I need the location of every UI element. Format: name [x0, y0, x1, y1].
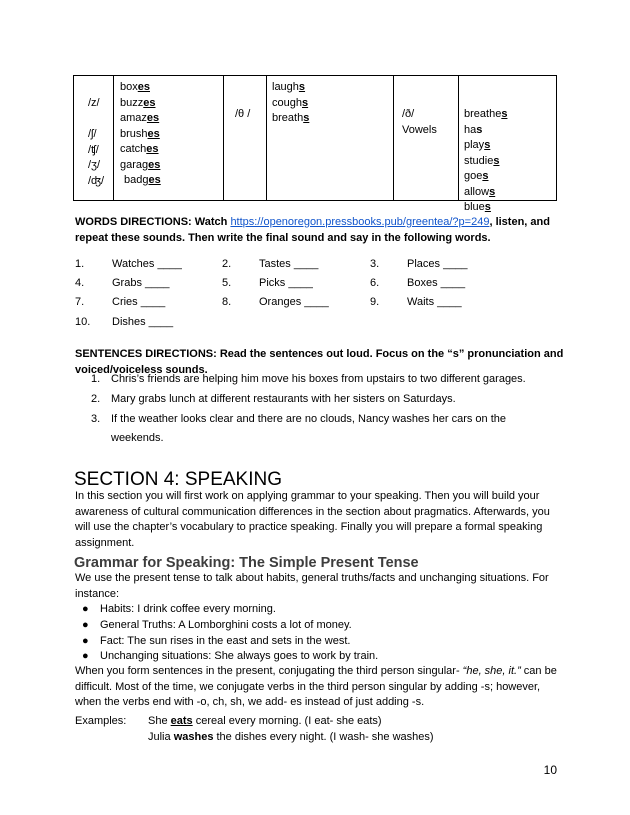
- vowels-label: Vowels: [402, 123, 437, 136]
- bullet-item: ● General Truths: A Lomborghini costs a lot of money.: [82, 618, 352, 631]
- word-item: Cries ____: [112, 296, 166, 308]
- ipa-symbol: /ʤ/: [88, 174, 105, 187]
- word-entry: boxes: [120, 81, 150, 93]
- table-divider: [393, 76, 394, 200]
- ipa-symbol: /ʧ/: [88, 143, 99, 156]
- page-number: 10: [543, 763, 557, 777]
- sentences-list: [91, 370, 561, 448]
- symbol-column: [88, 96, 104, 189]
- word-entry: brushes: [120, 127, 160, 140]
- sentence-item: 1. Chris’s friends are helping him move his boxes from upstairs to two different garages.: [91, 373, 526, 385]
- voiced-word-column: [464, 107, 507, 216]
- table-divider: [223, 76, 224, 200]
- word-entry: amazes: [120, 112, 160, 124]
- bullet-item: ● Habits: I drink coffee every morning.: [82, 603, 276, 615]
- word-item: Grabs ____: [112, 277, 170, 289]
- es-word-column: [120, 80, 161, 189]
- word-item: Oranges ____: [259, 296, 329, 308]
- section-title: SECTION 4: SPEAKING: [74, 469, 282, 490]
- word-item: Dishes ____: [112, 316, 174, 328]
- voiced-column: [402, 107, 437, 138]
- table-divider: [113, 76, 114, 200]
- words-row: 10. Dishes ____: [75, 316, 174, 328]
- word-item: Tastes ____: [259, 258, 319, 270]
- video-link[interactable]: https://openoregon.pressbooks.pub/greentea/?p=249: [230, 216, 490, 228]
- bullet-item: ● Fact: The sun rises in the east and sets in the west.: [82, 634, 351, 647]
- example-sentence: She eats cereal every morning. (I eat- she eats): [148, 715, 382, 727]
- word-entry: catches: [120, 143, 159, 155]
- sentence-item: 2. Mary grabs lunch at different restaurants with her sisters on Saturdays.: [91, 393, 456, 405]
- examples-bullet-list: [80, 602, 550, 665]
- word-entry: breathes: [464, 108, 508, 120]
- word-item: Waits ____: [407, 296, 462, 308]
- example-sentence: Julia washes the dishes every night. (I wash- she washes): [148, 731, 434, 743]
- s-word-column: [272, 80, 309, 127]
- sound-table: [73, 75, 557, 213]
- word-entry: breaths: [272, 112, 310, 124]
- word-entry: has: [464, 123, 483, 136]
- words-row: 7. Cries ____ 8. Oranges ____ 9. Waits ____: [75, 296, 462, 308]
- table-divider: [266, 76, 267, 200]
- third-person-paragraph: When you form sentences in the present, conjugating the third person singular- “he, she, it.” can be difficult. Most of the time, we conjugate verbs in the third person singular by adding -s; however, when the verbs end with -o, ch, sh, we add- es instead of just adding -s.: [75, 665, 557, 708]
- word-item: Places ____: [407, 258, 468, 270]
- word-item: Picks ____: [259, 277, 313, 289]
- ipa-symbol: /ð/: [402, 108, 415, 120]
- word-entry: allows: [464, 185, 496, 198]
- words-row: 1. Watches ____ 2. Tastes ____ 3. Places ____: [75, 258, 468, 270]
- examples-label: Examples:: [75, 715, 127, 727]
- words-directions: WORDS DIRECTIONS: Watch https://openoregon.pressbooks.pub/greentea/?p=249, listen, and repeat these sounds. Then write the final sound and say in the following words.: [75, 216, 550, 244]
- word-item: Watches ____: [112, 258, 182, 270]
- words-row: 4. Grabs ____ 5. Picks ____ 6. Boxes ____: [75, 277, 466, 289]
- grammar-intro: We use the present tense to talk about habits, general truths/facts and unchanging situations. For instance:: [75, 572, 549, 600]
- word-entry: goes: [464, 170, 489, 182]
- ipa-symbol: /z/: [88, 97, 100, 109]
- table-divider: [458, 76, 459, 200]
- section-intro: In this section you will first work on applying grammar to your speaking. Then you will build your awareness of cultural communication differences in the section about pragmatics. Afterwards, you will use the chapter’s vocabulary to practice speaking. Finally you will prepare a formal speaking assignment.: [75, 490, 550, 549]
- word-entry: plays: [464, 139, 491, 151]
- word-item: Boxes ____: [407, 277, 466, 289]
- bullet-item: ● Unchanging situations: She always goes to work by train.: [82, 650, 379, 663]
- word-entry: buzzes: [120, 96, 156, 109]
- word-entry: garages: [120, 158, 161, 171]
- sentence-item: 3. If the weather looks clear and there are no clouds, Nancy washes her cars on the weekends.: [91, 413, 506, 444]
- word-entry: blues: [464, 201, 491, 213]
- sentences-directions: SENTENCES DIRECTIONS: Read the sentences out loud. Focus on the “s” pronunciation and voiced/voiceless sounds.: [75, 348, 564, 376]
- word-entry: badges: [124, 174, 161, 186]
- word-entry: coughs: [272, 96, 309, 109]
- word-entry: studies: [464, 154, 500, 167]
- word-entry: laughs: [272, 81, 306, 93]
- ipa-symbol: /θ /: [235, 108, 251, 120]
- ipa-symbol: /ʒ/: [88, 159, 101, 171]
- grammar-heading: Grammar for Speaking: The Simple Present Tense: [74, 555, 419, 571]
- ipa-symbol: /ʃ/: [88, 128, 97, 140]
